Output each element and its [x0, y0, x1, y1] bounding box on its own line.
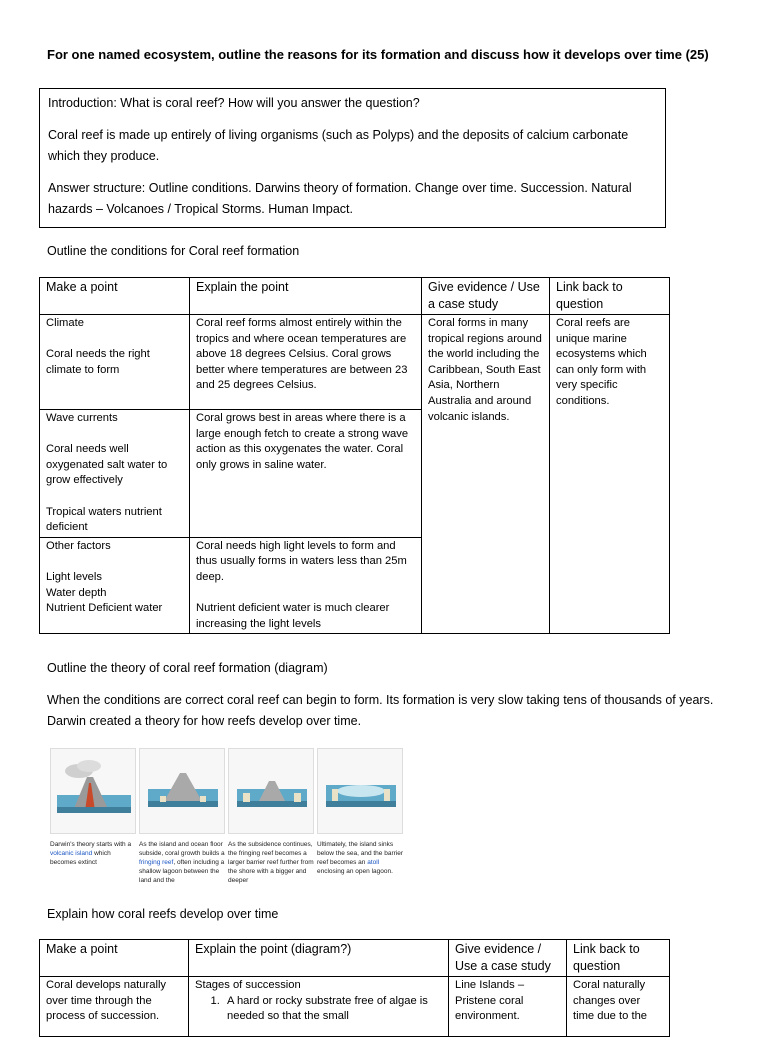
introduction-box [39, 88, 666, 228]
header-link-back: Link back to question [550, 278, 670, 315]
explain-climate: Coral reef forms almost entirely within the tropics and where ocean temperatures are above 18 degrees Celsius. Coral grows better where temperatures are between 23 and 25 degrees Celsius. [190, 315, 422, 410]
point-climate: Climate Coral needs the right climate to form [40, 315, 190, 410]
point-succession: Coral develops naturally over time through the process of succession. [40, 977, 189, 1037]
atoll-illustration [317, 748, 403, 834]
header-make-point: Make a point [40, 940, 189, 977]
theory-heading: Outline the theory of coral reef formation (diagram) [47, 661, 328, 675]
explain-wave-currents: Coral grows best in areas where there is a large enough fetch to create a strong wave action as this oxygenates the water. Coral only grows in saline water. [190, 410, 422, 538]
diagram-stage-3 [228, 748, 314, 885]
intro-definition: Coral reef is made up entirely of living organisms (such as Polyps) and the deposits of calcium carbonate which they produce. [48, 128, 629, 163]
header-evidence: Give evidence / Use a case study [449, 940, 567, 977]
explain-succession: Stages of succession 1. A hard or rocky substrate free of algae is needed so that the small [189, 977, 449, 1037]
diagram-caption-1: Darwin's theory starts with a volcanic island which becomes extinct [50, 841, 132, 866]
conditions-heading: Outline the conditions for Coral reef formation [47, 244, 300, 258]
table-row [40, 315, 670, 410]
conditions-header-row [40, 278, 670, 315]
volcanic-island-illustration [50, 748, 136, 834]
header-link-back: Link back to question [567, 940, 670, 977]
header-make-point: Make a point [40, 278, 190, 315]
conditions-table [39, 277, 670, 634]
diagram-stage-4 [317, 748, 403, 876]
diagram-stage-2 [139, 748, 225, 885]
diagram-stage-1 [50, 748, 136, 867]
theory-paragraph: When the conditions are correct coral reef can begin to form. Its formation is very slow taking tens of thousands of years. Darwin created a theory for how reefs develop over time. [47, 693, 714, 728]
development-heading: Explain how coral reefs develop over time [47, 907, 279, 921]
fringing-reef-illustration [139, 748, 225, 834]
point-other-factors: Other factors Light levels Water depth Nutrient Deficient water [40, 537, 190, 634]
link-back-succession: Coral naturally changes over time due to the [567, 977, 670, 1037]
intro-question: Introduction: What is coral reef? How will you answer the question? [48, 96, 420, 110]
intro-answer-structure: Answer structure: Outline conditions. Darwins theory of formation. Change over time. Succession. Natural hazards – Volcanoes / Tropical Storms. Human Impact. [48, 181, 632, 216]
diagram-caption-3: As the subsidence continues, the fringing reef becomes a larger barrier reef further from the shore with a bigger and deeper [228, 841, 314, 884]
evidence-line-islands: Line Islands – Pristene coral environment. [449, 977, 567, 1037]
succession-step-1: 1. A hard or rocky substrate free of algae is needed so that the small [223, 994, 442, 1025]
table-row [40, 977, 670, 1037]
explain-other-factors: Coral needs high light levels to form and thus usually forms in waters less than 25m deep. Nutrient deficient water is much clearer increasing the light levels [190, 537, 422, 634]
header-evidence: Give evidence / Use a case study [422, 278, 550, 315]
diagram-caption-2: As the island and ocean floor subside, coral growth builds a fringing reef, often including a shallow lagoon between the land and the [139, 841, 225, 884]
barrier-reef-illustration [228, 748, 314, 834]
diagram-caption-4: Ultimately, the island sinks below the sea, and the barrier reef becomes an atoll enclosing an open lagoon. [317, 841, 403, 875]
evidence-cell: Coral forms in many tropical regions around the world including the Caribbean, South East Asia, Northern Australia and around volcanic islands. [422, 315, 550, 634]
header-explain-point: Explain the point [190, 278, 422, 315]
link-back-cell: Coral reefs are unique marine ecosystems which can only form with very specific conditions. [550, 315, 670, 634]
development-table [39, 939, 670, 1037]
point-wave-currents: Wave currents Coral needs well oxygenated salt water to grow effectively Tropical waters nutrient deficient [40, 410, 190, 538]
header-explain-point: Explain the point (diagram?) [189, 940, 449, 977]
page-title: For one named ecosystem, outline the reasons for its formation and discuss how it develops over time (25) [47, 47, 709, 62]
development-header-row [40, 940, 670, 977]
